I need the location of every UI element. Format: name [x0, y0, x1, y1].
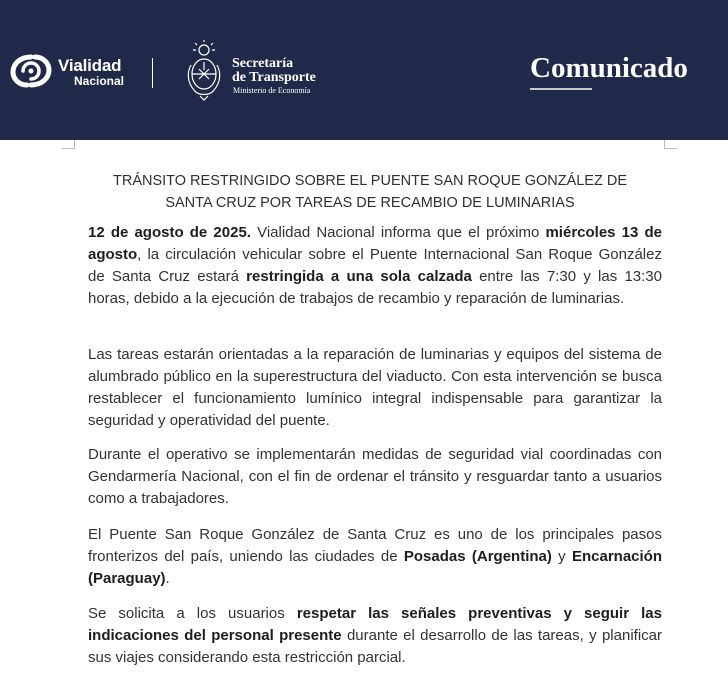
crop-mark-right [664, 140, 677, 149]
restriction-text: restringida a una sola calzada [246, 268, 472, 285]
vialidad-swirl-icon [10, 54, 52, 88]
p1-text-2: , la circulación vehicular sobre el Puente Internacional San Roque González de Santa Cruz estará [88, 246, 662, 285]
logo-separator [152, 58, 153, 88]
p4-text-2: y [551, 548, 572, 565]
vialidad-nacional-logo [10, 52, 140, 92]
comunicado-underline [530, 88, 592, 90]
de-transporte-text: de Transporte [232, 70, 316, 85]
p5-text-2: durante el desarrollo de las tareas, y planificar sus viajes considerando esta restricción parcial. [88, 627, 662, 666]
title-line-1: TRÁNSITO RESTRINGIDO SOBRE EL PUENTE SAN ROQUE GONZÁLEZ DE [112, 173, 628, 189]
paragraph-operation: Durante el operativo se implementarán medidas de seguridad vial coordinadas con Gendarmería Nacional, con el fin de ordenar el tránsito y resguardar tanto a usuarios como a trabajadores. [88, 446, 662, 507]
p1-text-3: entre las 7:30 y las 13:30 horas, debido a la ejecución de trabajos de recambio y reparación de luminarias. [88, 268, 662, 307]
national-coat-of-arms-icon [186, 40, 222, 102]
p5-text-1: Se solicita a los usuarios [88, 605, 297, 622]
ministerio-text: Ministerio de Economía [233, 86, 311, 95]
date-text: 12 de agosto de 2025. [88, 224, 251, 241]
paragraph-bridge [88, 524, 662, 590]
header-banner [0, 0, 728, 140]
vialidad-text: Vialidad [58, 56, 122, 75]
crop-mark-left [62, 140, 75, 149]
comunicado-heading: Comunicado [530, 52, 688, 84]
paragraph-request [88, 603, 662, 669]
paragraph-announcement [88, 222, 662, 310]
city-encarnacion: Encarnación (Paraguay) [88, 548, 662, 587]
day-text: miércoles 13 de agosto [88, 224, 662, 263]
city-posadas: Posadas (Argentina) [403, 548, 552, 565]
title-line-2: SANTA CRUZ POR TAREAS DE RECAMBIO DE LUMINARIAS [165, 195, 575, 211]
paragraph-tasks: Las tareas estarán orientadas a la reparación de luminarias y equipos del sistema de alumbrado público en la superestructura del viaducto. Con esta intervención se busca restablecer el funcionamiento lumínico integral indispensable para garantizar la seguridad y operatividad del puente. [88, 346, 662, 429]
p1-text-1: Vialidad Nacional informa que el próximo [250, 224, 546, 241]
nacional-text: Nacional [74, 74, 125, 88]
p4-text-3: . [165, 570, 170, 587]
request-text: respetar las señales preventivas y seguir las indicaciones del personal presente [88, 605, 662, 644]
p4-text-1: El Puente San Roque González de Santa Cruz es uno de los principales pasos fronterizos del país, uniendo las ciudades de [88, 526, 662, 565]
document-title [70, 170, 670, 214]
secretaria-text: Secretaría [232, 56, 294, 71]
